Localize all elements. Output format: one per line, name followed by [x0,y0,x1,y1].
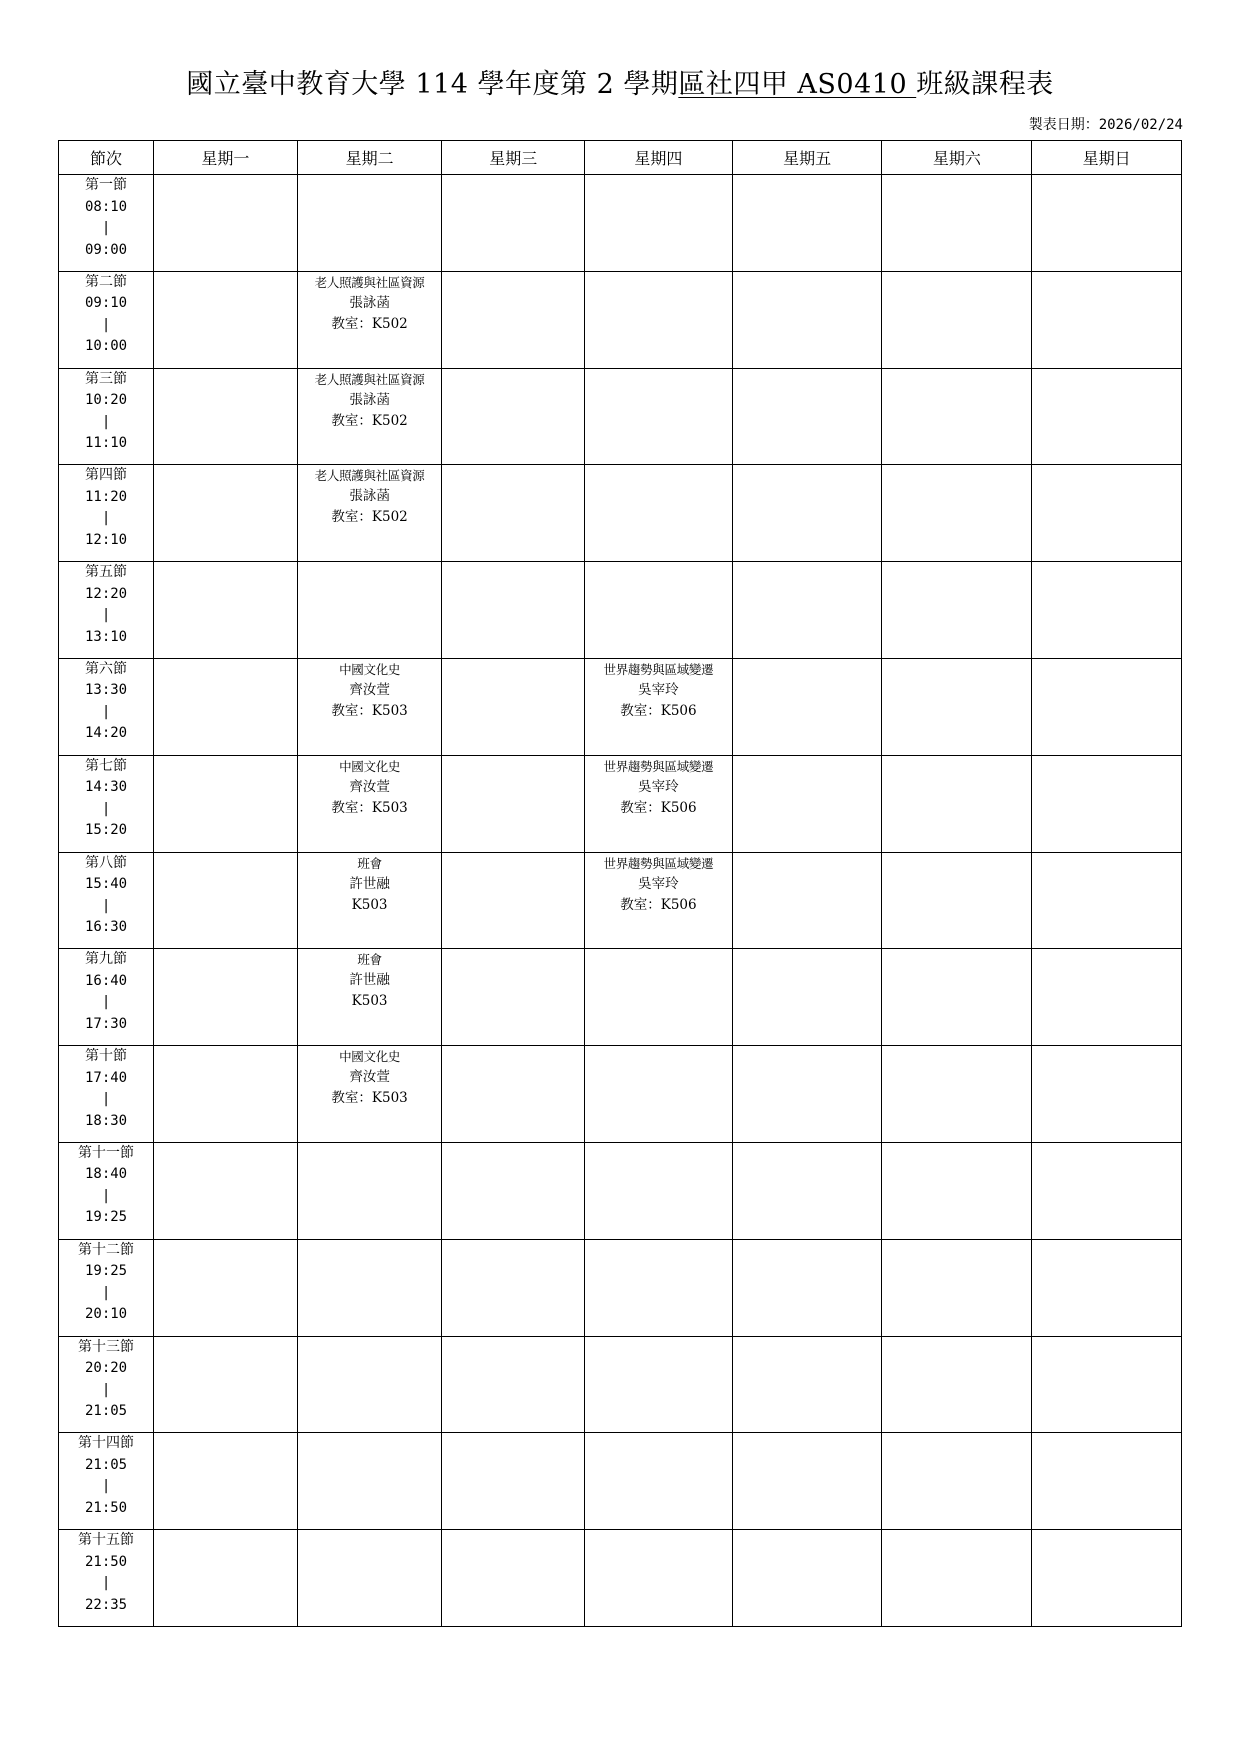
period-cell [59,271,154,368]
classroom: K503 [351,896,388,913]
schedule-cell [732,1336,882,1433]
schedule-cell [732,1530,882,1627]
classroom: 教室：K503 [331,799,408,816]
schedule-cell [585,271,733,368]
period-cell [59,175,154,272]
course-name: 老人照護與社區資源 [314,274,425,290]
teacher-name: 吳宰玲 [638,875,679,892]
teacher-name: 許世融 [349,875,390,892]
classroom: K503 [351,993,388,1010]
period-separator: | [101,607,111,624]
schedule-cell [297,465,442,562]
schedule-cell [732,1046,882,1143]
course-name: 世界趨勢與區域變遷 [603,758,714,774]
schedule-cell [297,1336,442,1433]
title-suffix: 班級課程表 [916,69,1054,100]
teacher-name: 齊汝萱 [349,778,390,795]
period-end-time: 20:10 [84,1306,128,1323]
period-end-time: 17:30 [84,1015,128,1032]
period-end-time: 16:30 [84,919,128,936]
period-start-time: 13:30 [84,682,128,699]
schedule-cell [732,1239,882,1336]
period-separator: | [101,413,111,430]
schedule-cell [154,852,298,949]
schedule-cell [882,465,1032,562]
teacher-name: 張詠菡 [349,391,390,408]
period-end-time: 10:00 [84,338,128,355]
classroom: 教室：K502 [331,315,408,332]
schedule-cell [1032,368,1182,465]
schedule-cell [442,1530,585,1627]
course-name: 世界趨勢與區域變遷 [603,855,714,871]
schedule-cell [882,1530,1032,1627]
period-separator: | [101,1091,111,1108]
period-start-time: 09:10 [84,295,128,312]
period-start-time: 21:05 [84,1456,128,1473]
schedule-cell [732,175,882,272]
schedule-cell [442,562,585,659]
period-name: 第十四節 [78,1435,135,1452]
schedule-cell [154,1046,298,1143]
classroom: 教室：K503 [331,1090,408,1107]
period-separator: | [101,1478,111,1495]
header-row [59,141,1182,175]
schedule-cell [585,949,733,1046]
schedule-cell [732,852,882,949]
schedule-cell [154,465,298,562]
period-cell [59,1046,154,1143]
schedule-cell [1032,755,1182,852]
period-row [59,852,1182,949]
period-row [59,1142,1182,1239]
schedule-cell [585,562,733,659]
page-title [0,68,1240,102]
schedule-cell [732,465,882,562]
classroom: 教室：K506 [620,896,697,913]
period-cell [59,562,154,659]
schedule-cell [154,1239,298,1336]
period-name: 第十二節 [78,1241,135,1258]
period-name: 第十五節 [78,1532,135,1549]
schedule-cell [297,368,442,465]
period-cell [59,1530,154,1627]
schedule-cell [1032,1336,1182,1433]
schedule-cell [1032,1239,1182,1336]
period-start-time: 10:20 [84,392,128,409]
period-start-time: 11:20 [84,488,128,505]
schedule-cell [154,1433,298,1530]
schedule-cell [585,1433,733,1530]
schedule-cell [732,271,882,368]
schedule-cell [732,1433,882,1530]
course-name: 班會 [357,952,382,968]
schedule-cell [1032,465,1182,562]
schedule-cell [882,1239,1032,1336]
period-start-time: 19:25 [84,1263,128,1280]
schedule-cell [154,271,298,368]
header-tuesday: 星期二 [297,141,442,175]
schedule-cell [442,658,585,755]
course-name: 世界趨勢與區域變遷 [603,661,714,677]
schedule-cell [154,949,298,1046]
schedule-cell [882,658,1032,755]
schedule-cell [442,755,585,852]
title-class-name: 區社四甲 AS0410 [678,69,917,100]
period-start-time: 14:30 [84,779,128,796]
schedule-cell [882,1142,1032,1239]
schedule-cell [585,1046,733,1143]
period-name: 第十一節 [78,1144,135,1161]
period-start-time: 21:50 [84,1553,128,1570]
schedule-cell [442,1336,585,1433]
period-row [59,368,1182,465]
header-thursday: 星期四 [585,141,733,175]
period-row [59,658,1182,755]
header-saturday: 星期六 [882,141,1032,175]
schedule-cell [882,1336,1032,1433]
schedule-cell [585,1530,733,1627]
teacher-name: 齊汝萱 [349,1069,390,1086]
schedule-cell [154,368,298,465]
period-start-time: 12:20 [84,585,128,602]
period-separator: | [101,1381,111,1398]
schedule-cell [297,852,442,949]
schedule-cell [154,1336,298,1433]
schedule-cell [882,949,1032,1046]
header-sunday: 星期日 [1032,141,1182,175]
period-end-time: 21:50 [84,1499,128,1516]
schedule-cell [297,1142,442,1239]
schedule-cell [297,1530,442,1627]
classroom: 教室：K502 [331,509,408,526]
period-start-time: 08:10 [84,198,128,215]
schedule-cell [297,562,442,659]
teacher-name: 齊汝萱 [349,681,390,698]
schedule-cell [732,368,882,465]
schedule-cell [882,271,1032,368]
period-end-time: 09:00 [84,241,128,258]
period-end-time: 15:20 [84,822,128,839]
period-row [59,562,1182,659]
schedule-cell [154,1530,298,1627]
period-name: 第十節 [85,1048,128,1065]
period-name: 第三節 [85,370,128,387]
schedule-cell [1032,949,1182,1046]
period-row [59,175,1182,272]
schedule-cell [882,1046,1032,1143]
period-separator: | [101,220,111,236]
period-end-time: 11:10 [84,435,128,452]
period-end-time: 13:10 [84,628,128,645]
period-row [59,1239,1182,1336]
schedule-cell [442,368,585,465]
schedule-cell [585,852,733,949]
schedule-cell [442,175,585,272]
period-row [59,1530,1182,1627]
teacher-name: 許世融 [349,972,390,989]
period-end-time: 22:35 [84,1596,128,1613]
schedule-cell [585,1336,733,1433]
period-name: 第十三節 [78,1338,135,1355]
period-name: 第七節 [85,757,128,774]
title-prefix: 國立臺中教育大學 114 學年度第 2 學期 [186,69,679,100]
made-date: 製表日期：2026/02/24 [1028,117,1183,133]
schedule-cell [585,755,733,852]
period-cell [59,755,154,852]
period-row [59,465,1182,562]
period-cell [59,658,154,755]
period-start-time: 17:40 [84,1069,128,1086]
schedule-cell [585,658,733,755]
period-separator: | [101,1187,111,1204]
period-name: 第八節 [85,854,128,871]
period-end-time: 18:30 [84,1112,128,1129]
period-name: 第一節 [85,177,128,193]
schedule-cell [297,1239,442,1336]
period-end-time: 12:10 [84,531,128,548]
schedule-cell [442,271,585,368]
schedule-cell [882,1433,1032,1530]
classroom: 教室：K502 [331,412,408,429]
period-name: 第四節 [85,467,128,484]
schedule-cell [585,1239,733,1336]
period-end-time: 21:05 [84,1403,128,1420]
period-separator: | [101,703,111,720]
schedule-cell [442,1046,585,1143]
period-separator: | [101,1284,111,1301]
schedule-table [58,140,1182,1627]
course-name: 中國文化史 [339,758,401,774]
schedule-cell [297,755,442,852]
period-name: 第二節 [85,273,128,290]
period-separator: | [101,994,111,1011]
schedule-cell [732,658,882,755]
period-separator: | [101,800,111,817]
schedule-cell [297,658,442,755]
period-start-time: 15:40 [84,876,128,893]
period-start-time: 18:40 [84,1166,128,1183]
schedule-cell [882,175,1032,272]
period-cell [59,1142,154,1239]
schedule-cell [732,562,882,659]
schedule-cell [1032,1530,1182,1627]
schedule-cell [585,1142,733,1239]
schedule-cell [882,368,1032,465]
period-cell [59,1336,154,1433]
classroom: 教室：K503 [331,702,408,719]
schedule-cell [297,949,442,1046]
period-row [59,1046,1182,1143]
schedule-cell [154,755,298,852]
schedule-cell [442,1239,585,1336]
teacher-name: 張詠菡 [349,294,390,311]
course-name: 中國文化史 [339,661,401,677]
schedule-cell [1032,175,1182,272]
course-name: 老人照護與社區資源 [314,468,425,484]
schedule-cell [732,1142,882,1239]
schedule-cell [1032,658,1182,755]
schedule-cell [442,1433,585,1530]
period-cell [59,368,154,465]
classroom: 教室：K506 [620,799,697,816]
period-separator: | [101,510,111,527]
schedule-cell [732,755,882,852]
schedule-cell [882,562,1032,659]
schedule-cell [1032,271,1182,368]
course-name: 中國文化史 [339,1049,401,1065]
teacher-name: 吳宰玲 [638,778,679,795]
header-wednesday: 星期三 [442,141,585,175]
schedule-cell [154,175,298,272]
period-row [59,1336,1182,1433]
schedule-cell [1032,1433,1182,1530]
schedule-cell [297,175,442,272]
schedule-cell [1032,1046,1182,1143]
schedule-cell [442,949,585,1046]
header-monday: 星期一 [154,141,298,175]
schedule-cell [1032,1142,1182,1239]
course-name: 班會 [357,855,382,871]
schedule-cell [1032,562,1182,659]
period-row [59,271,1182,368]
schedule-cell [154,658,298,755]
period-cell [59,1433,154,1530]
schedule-cell [442,852,585,949]
period-row [59,1433,1182,1530]
schedule-cell [442,465,585,562]
schedule-cell [882,755,1032,852]
period-row [59,755,1182,852]
teacher-name: 吳宰玲 [638,681,679,698]
schedule-cell [154,1142,298,1239]
period-row [59,949,1182,1046]
period-name: 第六節 [85,660,128,677]
period-cell [59,949,154,1046]
period-start-time: 16:40 [84,972,128,989]
schedule-cell [585,175,733,272]
period-start-time: 20:20 [84,1360,128,1377]
schedule-cell [297,1046,442,1143]
period-separator: | [101,1575,111,1592]
period-separator: | [101,316,111,333]
header-period: 節次 [59,141,154,175]
schedule-cell [154,562,298,659]
period-name: 第九節 [85,951,128,968]
period-cell [59,465,154,562]
classroom: 教室：K506 [620,702,697,719]
schedule-cell [442,1142,585,1239]
schedule-cell [732,949,882,1046]
schedule-cell [297,271,442,368]
period-end-time: 19:25 [84,1209,128,1226]
course-name: 老人照護與社區資源 [314,371,425,387]
period-name: 第五節 [85,564,128,581]
period-separator: | [101,897,111,914]
period-cell [59,852,154,949]
header-friday: 星期五 [732,141,882,175]
teacher-name: 張詠菡 [349,488,390,505]
schedule-cell [1032,852,1182,949]
schedule-cell [297,1433,442,1530]
period-cell [59,1239,154,1336]
schedule-cell [882,852,1032,949]
schedule-cell [585,465,733,562]
period-end-time: 14:20 [84,725,128,742]
schedule-cell [585,368,733,465]
